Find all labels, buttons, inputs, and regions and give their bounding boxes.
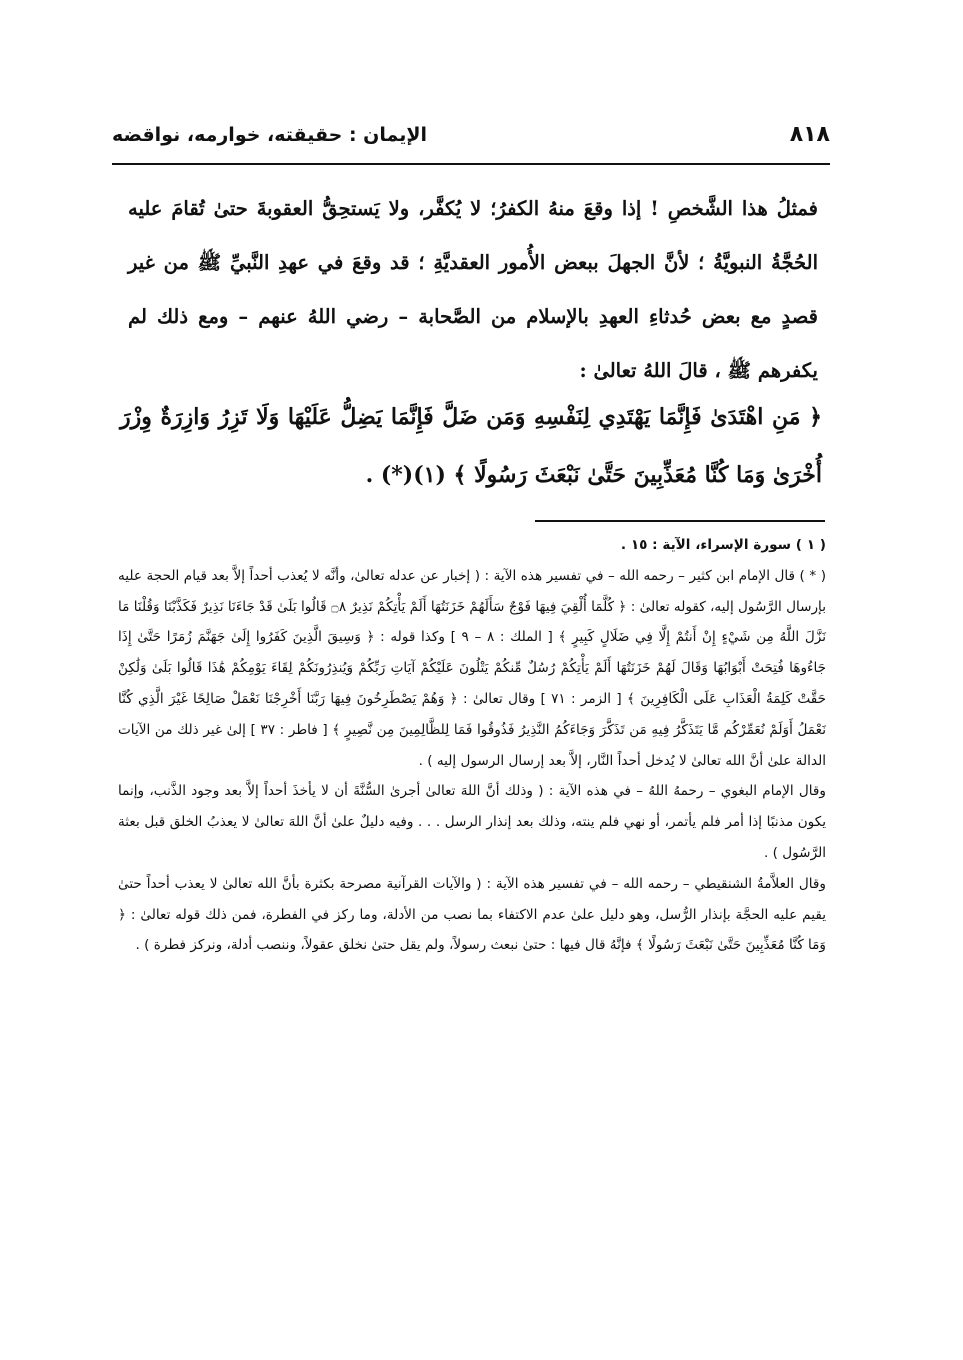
header-divider — [112, 163, 830, 165]
page-number: ٨١٨ — [789, 122, 830, 147]
footnote-star: ( * ) قال الإمام ابن كثير – رحمه الله – في تفسير هذه الآية : ( إخبار عن عدله تعالىٰ، وأنَّه لا يُعذب أحداً إلاَّ بعد قيام الحجة عليه بإرسال الرَّسُول إليه، كقوله تعالىٰ : ﴿ كُلَّمَا أُلْقِيَ فِيهَا فَوْجٌ سَأَلَهُمْ خَزَنَتُهَا أَلَمْ يَأْتِكُمْ نَذِيرٌ ۝٨ قَالُوا بَلَىٰ قَدْ جَاءَنَا نَذِيرٌ فَكَذَّبْنَا وَقُلْنَا مَا نَزَّلَ اللَّهُ مِن شَيْءٍ إِنْ أَنتُمْ إِلَّا فِي ضَلَالٍ كَبِيرٍ ﴾ [ الملك : ٨ – ٩ ] وكذا قوله : ﴿ وَسِيقَ الَّذِينَ كَفَرُوا إِلَىٰ جَهَنَّمَ زُمَرًا حَتَّىٰ إِذَا جَاءُوهَا فُتِحَتْ أَبْوَابُهَا وَقَالَ لَهُمْ خَزَنَتُهَا أَلَمْ يَأْتِكُمْ رُسُلٌ مِّنكُمْ يَتْلُونَ عَلَيْكُمْ آيَاتِ رَبِّكُمْ وَيُنذِرُونَكُمْ لِقَاءَ يَوْمِكُمْ هَٰذَا قَالُوا بَلَىٰ وَلَٰكِنْ حَقَّتْ كَلِمَةُ الْعَذَابِ عَلَى الْكَافِرِينَ ﴾ [ الزمر : ٧١ ] وقال تعالىٰ : ﴿ وَهُمْ يَصْطَرِخُونَ فِيهَا رَبَّنَا أَخْرِجْنَا نَعْمَلْ صَالِحًا غَيْرَ الَّذِي كُنَّا نَعْمَلُ أَوَلَمْ نُعَمِّرْكُم مَّا يَتَذَكَّرُ فِيهِ مَن تَذَكَّرَ وَجَاءَكُمُ النَّذِيرُ فَذُوقُوا فَمَا لِلظَّالِمِينَ مِن نَّصِيرٍ ﴾ [ فاطر : ٣٧ ] إلىٰ غير ذلك من الآيات الدالة علىٰ أنَّ الله تعالىٰ لا يُدخل أحداً النَّار، إلاَّ بعد إرسال الرسول إليه ) . — [118, 567, 826, 769]
main-text — [128, 182, 818, 398]
footnote-divider — [535, 520, 825, 522]
footnote-baghawi: وقال الإمام البغوي – رحمهُ اللهُ – في هذه الآية : ( وذلك أنَّ اللهَ تعالىٰ أجرىٰ السُّنَّةَ أن لا يأخذَ أحداً إلاَّ بعد وجود الذَّنب، وإنما يكون مذنبًا إذا أمر فلم يأتمر، أو نهي فلم ينته، وذلك بعد إنذار الرسل . . . وفيه دليلٌ علىٰ أنَّ اللهَ تعالىٰ لا يعذبُ الخلق قبل بعثة الرَّسُول ) . — [118, 783, 826, 861]
footnote-1: ( ١ ) سورة الإسراء، الآية : ١٥ . — [620, 537, 826, 553]
page-header — [112, 122, 830, 156]
footnote-shinqiti: وقال العلاَّمةُ الشنقيطي – رحمه الله – في تفسير هذه الآية : ( والآيات القرآنية مصرحة بكثرة بأنَّ الله تعالىٰ لا يعذب أحداً حتىٰ يقيم عليه الحجَّة بإنذار الرُّسل، وهو دليل علىٰ عدم الاكتفاء بما نصب من الأدلة، وما ركز في الفطرة، فمن ذلك قوله تعالىٰ : ﴿ وَمَا كُنَّا مُعَذِّبِينَ حَتَّىٰ نَبْعَثَ رَسُولًا ﴾ فإنَّهُ قال فيها : حتىٰ نبعث رسولاً، ولم يقل حتىٰ نخلق عقولاً، وننصب أدلة، ونركز فطرة ) . — [118, 875, 826, 954]
verse-text: ﴿ مَنِ اهْتَدَىٰ فَإِنَّمَا يَهْتَدِي لِنَفْسِهِ وَمَن ضَلَّ فَإِنَّمَا يَضِلُّ عَلَيْهَا وَلَا تَزِرُ وَازِرَةٌ وِزْرَ أُخْرَىٰ وَمَا كُنَّا مُعَذِّبِينَ حَتَّىٰ نَبْعَثَ رَسُولًا ﴾ (١)(*) . — [120, 404, 822, 488]
footnotes-section — [118, 530, 826, 961]
main-paragraph: فمثلُ هذا الشَّخصِ ! إذا وقعَ منهُ الكفرُ؛ لا يُكفَّر، ولا يَستحِقُّ العقوبةَ حتىٰ تُقامَ عليه الحُجَّةُ النبويَّةُ ؛ لأنَّ الجهلَ ببعض الأُمور العقديَّةِ ؛ قد وقعَ في عهدِ النَّبيِّ ﷺ من غير قصدٍ مع بعض حُدثاءِ العهدِ بالإسلام من الصَّحابة – رضي اللهُ عنهم – ومع ذلك لم يكفرهم ﷺ ، قالَ اللهُ تعالىٰ : — [128, 197, 818, 382]
quran-verse — [120, 388, 822, 504]
running-title: الإيمان : حقيقته، خوارمه، نواقضه — [112, 124, 428, 146]
